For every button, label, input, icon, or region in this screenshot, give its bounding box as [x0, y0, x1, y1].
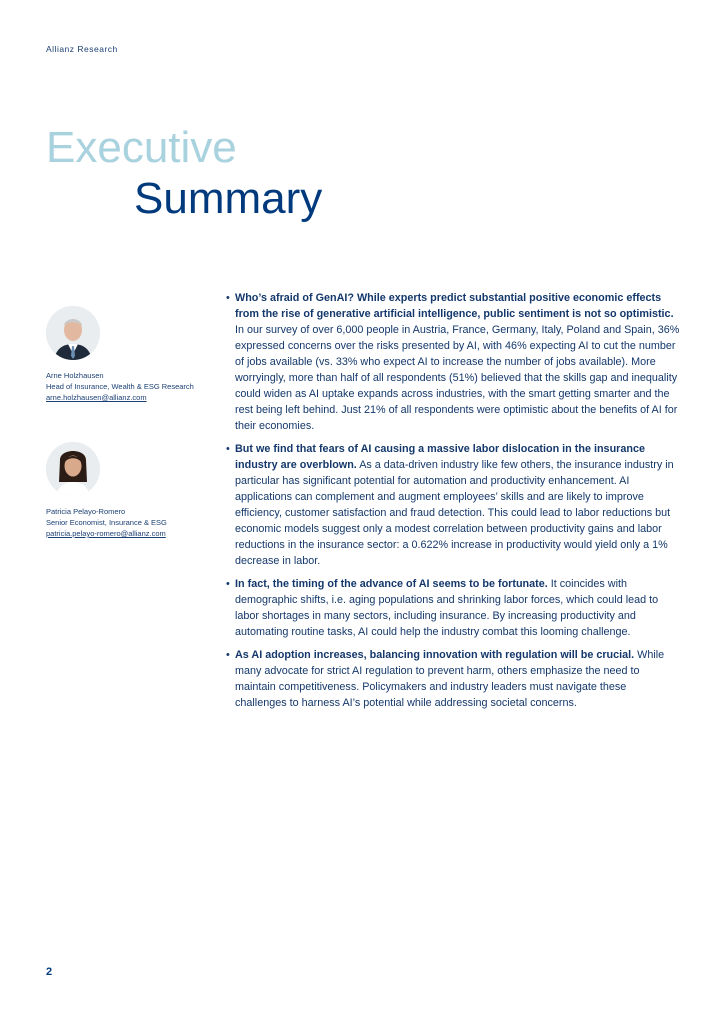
bullet-marker: • [226, 443, 230, 455]
bullet-2-text: As a data-driven industry like few others, the insurance industry in particular has significant potential for automation and productivity enhancement. AI applications can complement and augment employees’ skills and are likely to improve efficiency, customer satisfaction and fraud detection. This could lead to labor reductions but economic models suggest only a modest correlation between productivity gains and labor reductions in the insurance sector: a 0.622% increase in productivity would yield only a 1% decrease in labor. [235, 459, 674, 567]
author-card-2 [46, 442, 206, 539]
summary-body [226, 290, 680, 718]
author-photo-2 [46, 442, 100, 496]
bullet-marker: • [226, 649, 230, 661]
bullet-1-lead: Who’s afraid of GenAI? While experts predict substantial positive economic effects from the rise of generative artificial intelligence, public sentiment is not so optimistic. [235, 292, 674, 320]
bullet-2-lead: But we find that fears of AI causing a massive labor dislocation in the insurance industry are overblown. [235, 443, 645, 471]
bullet-4-text: While many advocate for strict AI regulation to prevent harm, others emphasize the need to maintain competitiveness. Policymakers and industry leaders must navigate these challenges to harness AI’s potential while addressing societal concerns. [235, 649, 665, 709]
summary-bullet-4 [226, 647, 680, 711]
bullet-4-lead: As AI adoption increases, balancing innovation with regulation will be crucial. [235, 649, 635, 661]
summary-bullet-3 [226, 576, 680, 640]
header-brand: Allianz Research [46, 44, 118, 54]
summary-bullet-1 [226, 290, 680, 434]
bullet-1-text: In our survey of over 6,000 people in Austria, France, Germany, Italy, Poland and Spain, 36% expressed concerns over the risks presented by AI, with 46% expecting AI to cut the number of jobs available (vs. 33% who expect AI to increase the number of jobs available). More worryingly, more than half of all respondents (51%) believed that the skills gap and inequality could widen as AI uptake expands across industries, with the smart getting smarter and the rest being left behind. Just 21% of all respondents were optimistic about the benefits of AI for their economies. [235, 324, 680, 432]
author-email-2[interactable]: patricia.pelayo-romero@allianz.com [46, 529, 166, 538]
author-role-2: Senior Economist, Insurance & ESG [46, 518, 167, 527]
author-card-1 [46, 306, 206, 403]
bullet-marker: • [226, 292, 230, 304]
summary-bullet-2 [226, 441, 680, 569]
page-number: 2 [46, 966, 53, 978]
bullet-3-lead: In fact, the timing of the advance of AI seems to be fortunate. [235, 578, 548, 590]
author-photo-1 [46, 306, 100, 360]
author-email-1[interactable]: arne.holzhausen@allianz.com [46, 393, 147, 402]
page-title-line1: Executive [46, 123, 237, 172]
author-role-1: Head of Insurance, Wealth & ESG Research [46, 382, 194, 391]
bullet-marker: • [226, 578, 230, 590]
bullet-3-text: It coincides with demographic shifts, i.e. aging populations and shrinking labor forces, which could lead to labor shortages in many sectors, including insurance. By increasing productivity and automating routine tasks, AI could help the industry combat this looming challenge. [235, 578, 659, 638]
author-name-1: Arne Holzhausen [46, 371, 104, 380]
author-name-2: Patricia Pelayo-Romero [46, 507, 126, 516]
page-title-line2: Summary [134, 174, 323, 223]
